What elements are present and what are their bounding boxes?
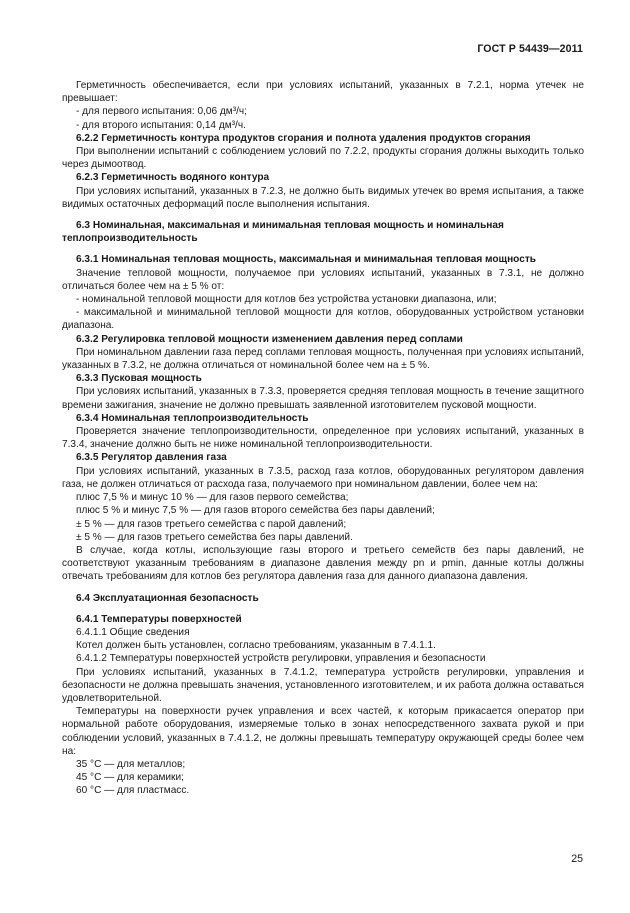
- section-heading: 6.4 Эксплуатационная безопасность: [76, 592, 259, 604]
- paragraph: Температуры на поверхности ручек управления и всех частей, к которым прикасается оператор при нормальной работе оборудования, измеряемые только в зонах непосредственного захвата рукой и при соблюдении условий, указанных в 7.4.1.2, не должны превышать температуру окружающей среды более чем на:: [62, 706, 584, 757]
- page-number: 25: [571, 853, 583, 865]
- subsection-heading: 6.3.5 Регулятор давления газа: [76, 452, 227, 464]
- subsection-heading: 6.4.1 Температуры поверхностей: [76, 613, 242, 625]
- paragraph: При условиях испытаний, указанных в 7.3.5, расход газа котлов, оборудованных регулятором давления газа, не должен отличаться от расхода газа, получаемого при номинальном давлении, более чем на:: [62, 465, 584, 490]
- paragraph: Значение тепловой мощности, получаемое при условиях испытаний, указанных в 7.3.1, не должно отличаться более чем на ± 5 % от:: [62, 267, 584, 292]
- paragraph: Герметичность обеспечивается, если при условиях испытаний, указанных в 7.2.1, норма утечек не превышает:: [62, 80, 584, 105]
- subsection-heading: 6.2.2 Герметичность контура продуктов сгорания и полнота удаления продуктов сгорания: [76, 132, 531, 144]
- paragraph: При условиях испытаний, указанных в 7.3.3, проверяется средняя тепловая мощность в течение защитного времени зажигания, значение не должно превышать заявленной изготовителем пусковой мощности.: [62, 386, 584, 411]
- list-item: ± 5 % — для газов третьего семейства с парой давлений;: [76, 518, 347, 530]
- subsection-heading: 6.3.4 Номинальная теплопроизводительность: [76, 412, 309, 424]
- list-item: 35 °С — для металлов;: [76, 758, 186, 770]
- subsection-heading: 6.3.2 Регулировка тепловой мощности изменением давления перед соплами: [76, 333, 463, 345]
- list-item: плюс 7,5 % и минус 10 % — для газов первого семейства;: [76, 492, 349, 504]
- paragraph: В случае, когда котлы, использующие газы второго и третьего семейств без пары давлений, не соответствуют указанным требованиям в диапазоне давления между pn и pmin, данные котлы должны отвечать требованиям для котлов без регулятора давления газа для данного диапазона давления.: [62, 544, 584, 583]
- list-item: - максимальной и минимальной тепловой мощности для котлов, оборудованных устройством установки диапазона.: [62, 307, 584, 332]
- paragraph: Котел должен быть установлен, согласно требованиям, указанным в 7.4.1.1.: [76, 640, 436, 652]
- paragraph: 6.4.1.2 Температуры поверхностей устройств регулировки, управления и безопасности: [76, 653, 486, 665]
- list-item: - номинальной тепловой мощности для котлов без устройства установки диапазона, или;: [76, 294, 497, 306]
- document-body: [62, 79, 584, 798]
- list-item: - для второго испытания: 0,14 дм³/ч.: [76, 119, 246, 131]
- paragraph: 6.4.1.1 Общие сведения: [76, 626, 190, 638]
- paragraph: При условиях испытаний, указанных в 7.4.1.2, температура устройств регулировки, управления и безопасности не должна превышать значения, установленного изготовителем, и их работа должна оставаться удовлетворительной.: [62, 666, 584, 704]
- list-item: - для первого испытания: 0,06 дм³/ч;: [76, 106, 247, 118]
- subsection-heading: 6.2.3 Герметичность водяного контура: [76, 172, 270, 184]
- list-item: плюс 5 % и минус 7,5 % — для газов второго семейства без пары давлений;: [76, 505, 435, 517]
- section-heading: 6.3 Номинальная, максимальная и минимальная тепловая мощность и номинальная теплопроизводительность: [62, 220, 504, 245]
- paragraph: При номинальном давлении газа перед соплами тепловая мощность, полученная при условиях испытаний, указанных в 7.3.2, не должна отличаться от номинальной более чем на ± 5 %.: [62, 346, 584, 372]
- list-item: 60 °С — для пластмасс.: [76, 785, 190, 797]
- subsection-heading: 6.3.3 Пусковая мощность: [76, 373, 202, 385]
- paragraph: Проверяется значение теплопроизводительности, определенное при условиях испытаний, указанных в 7.3.4, значение должно быть не ниже номинальной теплопроизводительности.: [62, 426, 584, 451]
- list-item: 45 °С — для керамики;: [76, 772, 184, 784]
- subsection-heading: 6.3.1 Номинальная тепловая мощность, максимальная и минимальная тепловая мощность: [76, 254, 536, 266]
- standard-header: ГОСТ Р 54439—2011: [477, 43, 583, 55]
- paragraph: При выполнении испытаний с соблюдением условий по 7.2.2, продукты сгорания должны выходить только через дымоотвод.: [62, 146, 584, 171]
- list-item: ± 5 % — для газов третьего семейства без пары давлений.: [76, 531, 353, 543]
- paragraph: При условиях испытаний, указанных в 7.2.3, не должно быть видимых утечек во время испытания, а также видимых остаточных деформаций после выполнения испытания.: [62, 185, 584, 210]
